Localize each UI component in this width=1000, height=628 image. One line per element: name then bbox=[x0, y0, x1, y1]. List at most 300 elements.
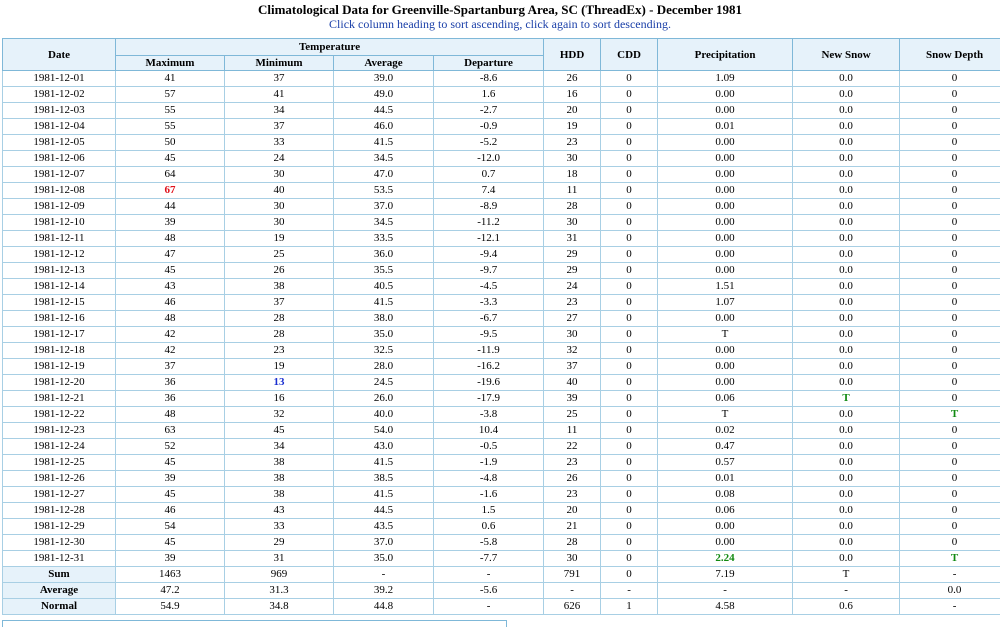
precipitation-cell: 0.00 bbox=[658, 183, 793, 199]
new-snow-cell: 0.0 bbox=[793, 247, 900, 263]
hdd-cell: 20 bbox=[544, 503, 601, 519]
max-cell: 52 bbox=[116, 439, 225, 455]
maximum-column-header[interactable]: Maximum bbox=[116, 56, 225, 71]
precipitation-cell: 0.00 bbox=[658, 167, 793, 183]
hdd-cell: 24 bbox=[544, 279, 601, 295]
summary-snow-depth-cell: - bbox=[900, 567, 1000, 583]
min-cell: 38 bbox=[225, 455, 334, 471]
average-cell: 40.0 bbox=[334, 407, 434, 423]
hdd-cell: 16 bbox=[544, 87, 601, 103]
new-snow-cell: 0.0 bbox=[793, 87, 900, 103]
average-cell: 35.0 bbox=[334, 327, 434, 343]
new-snow-cell: 0.0 bbox=[793, 439, 900, 455]
departure-cell: -12.1 bbox=[434, 231, 544, 247]
average-cell: 41.5 bbox=[334, 135, 434, 151]
departure-cell: 0.6 bbox=[434, 519, 544, 535]
cdd-cell: 0 bbox=[601, 263, 658, 279]
cdd-cell: 0 bbox=[601, 247, 658, 263]
snow-depth-cell: 0 bbox=[900, 439, 1000, 455]
table-row bbox=[3, 327, 1000, 343]
table-row bbox=[3, 423, 1000, 439]
summary-precipitation-cell: 4.58 bbox=[658, 599, 793, 615]
departure-cell: 1.5 bbox=[434, 503, 544, 519]
departure-cell: -8.9 bbox=[434, 199, 544, 215]
max-cell: 37 bbox=[116, 359, 225, 375]
date-cell: 1981-12-05 bbox=[3, 135, 116, 151]
new-snow-cell: 0.0 bbox=[793, 199, 900, 215]
snow-depth-cell: 0 bbox=[900, 215, 1000, 231]
precipitation-cell: 0.00 bbox=[658, 215, 793, 231]
snow-depth-cell: 0 bbox=[900, 391, 1000, 407]
new-snow-cell: 0.0 bbox=[793, 375, 900, 391]
average-cell: 54.0 bbox=[334, 423, 434, 439]
hdd-column-header[interactable]: HDD bbox=[544, 39, 601, 71]
min-cell: 32 bbox=[225, 407, 334, 423]
hdd-cell: 28 bbox=[544, 535, 601, 551]
min-cell: 19 bbox=[225, 231, 334, 247]
precipitation-cell: T bbox=[658, 327, 793, 343]
snow-depth-cell: 0 bbox=[900, 87, 1000, 103]
summary-average-cell: 44.8 bbox=[334, 599, 434, 615]
table-row bbox=[3, 359, 1000, 375]
min-cell: 19 bbox=[225, 359, 334, 375]
table-row bbox=[3, 471, 1000, 487]
hdd-cell: 40 bbox=[544, 375, 601, 391]
temperature-group-header: Temperature bbox=[116, 39, 544, 56]
average-cell: 34.5 bbox=[334, 151, 434, 167]
cdd-cell: 0 bbox=[601, 167, 658, 183]
min-cell: 33 bbox=[225, 135, 334, 151]
cdd-cell: 0 bbox=[601, 407, 658, 423]
summary-cdd-cell: - bbox=[601, 583, 658, 599]
min-cell: 23 bbox=[225, 343, 334, 359]
average-cell: 24.5 bbox=[334, 375, 434, 391]
precipitation-cell: 0.02 bbox=[658, 423, 793, 439]
table-row bbox=[3, 151, 1000, 167]
average-cell: 43.5 bbox=[334, 519, 434, 535]
min-cell: 43 bbox=[225, 503, 334, 519]
min-cell: 29 bbox=[225, 535, 334, 551]
summary-hdd-cell: 626 bbox=[544, 599, 601, 615]
summary-min-cell: 31.3 bbox=[225, 583, 334, 599]
summary-departure-cell: - bbox=[434, 599, 544, 615]
min-cell: 33 bbox=[225, 519, 334, 535]
hdd-cell: 29 bbox=[544, 263, 601, 279]
new-snow-cell: 0.0 bbox=[793, 279, 900, 295]
new-snow-cell: 0.0 bbox=[793, 535, 900, 551]
min-cell: 40 bbox=[225, 183, 334, 199]
snow-depth-cell: 0 bbox=[900, 135, 1000, 151]
average-cell: 35.5 bbox=[334, 263, 434, 279]
cdd-cell: 0 bbox=[601, 327, 658, 343]
hdd-cell: 11 bbox=[544, 423, 601, 439]
max-cell: 48 bbox=[116, 407, 225, 423]
departure-cell: -12.0 bbox=[434, 151, 544, 167]
departure-cell: 0.7 bbox=[434, 167, 544, 183]
hdd-cell: 31 bbox=[544, 231, 601, 247]
date-cell: 1981-12-09 bbox=[3, 199, 116, 215]
departure-column-header[interactable]: Departure bbox=[434, 56, 544, 71]
average-cell: 32.5 bbox=[334, 343, 434, 359]
summary-label: Normal bbox=[3, 599, 116, 615]
summary-min-cell: 969 bbox=[225, 567, 334, 583]
min-cell: 30 bbox=[225, 167, 334, 183]
departure-cell: 10.4 bbox=[434, 423, 544, 439]
average-cell: 46.0 bbox=[334, 119, 434, 135]
hdd-cell: 20 bbox=[544, 103, 601, 119]
snow-depth-cell: 0 bbox=[900, 279, 1000, 295]
hdd-cell: 18 bbox=[544, 167, 601, 183]
summary-departure-cell: - bbox=[434, 567, 544, 583]
precipitation-cell: 2.24 bbox=[658, 551, 793, 567]
average-cell: 44.5 bbox=[334, 103, 434, 119]
table-row bbox=[3, 263, 1000, 279]
average-cell: 38.5 bbox=[334, 471, 434, 487]
precipitation-cell: 0.06 bbox=[658, 391, 793, 407]
precipitation-cell: 0.00 bbox=[658, 231, 793, 247]
date-cell: 1981-12-17 bbox=[3, 327, 116, 343]
snow-depth-cell: 0 bbox=[900, 535, 1000, 551]
max-cell: 45 bbox=[116, 263, 225, 279]
table-row bbox=[3, 71, 1000, 87]
new-snow-column-header[interactable]: New Snow bbox=[793, 39, 900, 71]
hdd-cell: 11 bbox=[544, 183, 601, 199]
snow-depth-cell: 0 bbox=[900, 295, 1000, 311]
new-snow-cell: 0.0 bbox=[793, 311, 900, 327]
hdd-cell: 25 bbox=[544, 407, 601, 423]
precipitation-cell: 0.00 bbox=[658, 311, 793, 327]
cdd-cell: 0 bbox=[601, 295, 658, 311]
snow-depth-cell: 0 bbox=[900, 423, 1000, 439]
date-cell: 1981-12-07 bbox=[3, 167, 116, 183]
cdd-cell: 0 bbox=[601, 455, 658, 471]
date-cell: 1981-12-16 bbox=[3, 311, 116, 327]
min-cell: 30 bbox=[225, 199, 334, 215]
precipitation-cell: 0.00 bbox=[658, 199, 793, 215]
new-snow-cell: 0.0 bbox=[793, 503, 900, 519]
cdd-cell: 0 bbox=[601, 87, 658, 103]
summary-precipitation-cell: - bbox=[658, 583, 793, 599]
cdd-cell: 0 bbox=[601, 471, 658, 487]
max-cell: 48 bbox=[116, 231, 225, 247]
average-column-header[interactable]: Average bbox=[334, 56, 434, 71]
table-row bbox=[3, 87, 1000, 103]
snow-depth-cell: 0 bbox=[900, 151, 1000, 167]
snow-depth-cell: T bbox=[900, 407, 1000, 423]
cdd-cell: 0 bbox=[601, 551, 658, 567]
departure-cell: -3.3 bbox=[434, 295, 544, 311]
departure-cell: -0.9 bbox=[434, 119, 544, 135]
summary-hdd-cell: 791 bbox=[544, 567, 601, 583]
new-snow-cell: 0.0 bbox=[793, 71, 900, 87]
new-snow-cell: 0.0 bbox=[793, 183, 900, 199]
new-snow-cell: 0.0 bbox=[793, 487, 900, 503]
max-cell: 39 bbox=[116, 471, 225, 487]
min-cell: 30 bbox=[225, 215, 334, 231]
date-cell: 1981-12-25 bbox=[3, 455, 116, 471]
summary-new-snow-cell: 0.6 bbox=[793, 599, 900, 615]
max-cell: 54 bbox=[116, 519, 225, 535]
departure-cell: -4.8 bbox=[434, 471, 544, 487]
new-snow-cell: 0.0 bbox=[793, 551, 900, 567]
snow-depth-cell: 0 bbox=[900, 231, 1000, 247]
max-cell: 48 bbox=[116, 311, 225, 327]
snow-depth-cell: 0 bbox=[900, 247, 1000, 263]
cdd-cell: 0 bbox=[601, 503, 658, 519]
hdd-cell: 23 bbox=[544, 295, 601, 311]
date-cell: 1981-12-28 bbox=[3, 503, 116, 519]
new-snow-cell: 0.0 bbox=[793, 231, 900, 247]
date-cell: 1981-12-22 bbox=[3, 407, 116, 423]
new-snow-cell: 0.0 bbox=[793, 151, 900, 167]
min-cell: 13 bbox=[225, 375, 334, 391]
departure-cell: -17.9 bbox=[434, 391, 544, 407]
summary-precipitation-cell: 7.19 bbox=[658, 567, 793, 583]
table-row bbox=[3, 503, 1000, 519]
precipitation-cell: 0.00 bbox=[658, 343, 793, 359]
max-cell: 44 bbox=[116, 199, 225, 215]
departure-cell: -1.9 bbox=[434, 455, 544, 471]
summary-snow-depth-cell: 0.0 bbox=[900, 583, 1000, 599]
max-cell: 64 bbox=[116, 167, 225, 183]
departure-cell: -3.8 bbox=[434, 407, 544, 423]
new-snow-cell: 0.0 bbox=[793, 295, 900, 311]
precipitation-cell: 0.01 bbox=[658, 471, 793, 487]
date-cell: 1981-12-10 bbox=[3, 215, 116, 231]
cdd-cell: 0 bbox=[601, 119, 658, 135]
min-cell: 26 bbox=[225, 263, 334, 279]
snow-depth-cell: 0 bbox=[900, 471, 1000, 487]
cdd-cell: 0 bbox=[601, 311, 658, 327]
average-cell: 39.0 bbox=[334, 71, 434, 87]
date-cell: 1981-12-15 bbox=[3, 295, 116, 311]
date-cell: 1981-12-27 bbox=[3, 487, 116, 503]
summary-snow-depth-cell: - bbox=[900, 599, 1000, 615]
table-row bbox=[3, 247, 1000, 263]
max-cell: 45 bbox=[116, 455, 225, 471]
hdd-cell: 28 bbox=[544, 199, 601, 215]
max-cell: 46 bbox=[116, 295, 225, 311]
max-cell: 67 bbox=[116, 183, 225, 199]
hdd-cell: 30 bbox=[544, 151, 601, 167]
precipitation-cell: 0.00 bbox=[658, 359, 793, 375]
precipitation-cell: 0.00 bbox=[658, 375, 793, 391]
max-cell: 42 bbox=[116, 343, 225, 359]
new-snow-cell: 0.0 bbox=[793, 263, 900, 279]
hdd-cell: 30 bbox=[544, 327, 601, 343]
table-row bbox=[3, 119, 1000, 135]
climate-data-table bbox=[2, 38, 1000, 615]
average-cell: 41.5 bbox=[334, 295, 434, 311]
summary-label: Average bbox=[3, 583, 116, 599]
sort-instructions: Click column heading to sort ascending, click again to sort descending. bbox=[0, 17, 1000, 31]
max-cell: 45 bbox=[116, 535, 225, 551]
hdd-cell: 39 bbox=[544, 391, 601, 407]
departure-cell: -2.7 bbox=[434, 103, 544, 119]
new-snow-cell: 0.0 bbox=[793, 471, 900, 487]
min-cell: 28 bbox=[225, 327, 334, 343]
hdd-cell: 22 bbox=[544, 439, 601, 455]
precipitation-cell: 0.06 bbox=[658, 503, 793, 519]
table-row bbox=[3, 183, 1000, 199]
table-row bbox=[3, 535, 1000, 551]
min-cell: 16 bbox=[225, 391, 334, 407]
date-cell: 1981-12-18 bbox=[3, 343, 116, 359]
date-cell: 1981-12-30 bbox=[3, 535, 116, 551]
date-cell: 1981-12-14 bbox=[3, 279, 116, 295]
precipitation-cell: 0.00 bbox=[658, 247, 793, 263]
snow-depth-cell: 0 bbox=[900, 503, 1000, 519]
min-cell: 41 bbox=[225, 87, 334, 103]
precipitation-cell: 0.57 bbox=[658, 455, 793, 471]
departure-cell: -11.9 bbox=[434, 343, 544, 359]
precipitation-cell: 1.51 bbox=[658, 279, 793, 295]
min-cell: 31 bbox=[225, 551, 334, 567]
max-cell: 50 bbox=[116, 135, 225, 151]
date-cell: 1981-12-13 bbox=[3, 263, 116, 279]
new-snow-cell: 0.0 bbox=[793, 135, 900, 151]
hdd-cell: 19 bbox=[544, 119, 601, 135]
departure-cell: -9.4 bbox=[434, 247, 544, 263]
table-row bbox=[3, 231, 1000, 247]
max-cell: 43 bbox=[116, 279, 225, 295]
table-row bbox=[3, 487, 1000, 503]
cdd-cell: 0 bbox=[601, 151, 658, 167]
departure-cell: 1.6 bbox=[434, 87, 544, 103]
table-row bbox=[3, 375, 1000, 391]
precipitation-cell: T bbox=[658, 407, 793, 423]
precipitation-cell: 0.47 bbox=[658, 439, 793, 455]
date-cell: 1981-12-03 bbox=[3, 103, 116, 119]
new-snow-cell: 0.0 bbox=[793, 407, 900, 423]
cdd-cell: 0 bbox=[601, 375, 658, 391]
summary-max-cell: 54.9 bbox=[116, 599, 225, 615]
precipitation-cell: 0.01 bbox=[658, 119, 793, 135]
cdd-column-header[interactable]: CDD bbox=[601, 39, 658, 71]
summary-max-cell: 47.2 bbox=[116, 583, 225, 599]
new-snow-cell: 0.0 bbox=[793, 359, 900, 375]
min-cell: 45 bbox=[225, 423, 334, 439]
average-cell: 36.0 bbox=[334, 247, 434, 263]
new-snow-cell: 0.0 bbox=[793, 103, 900, 119]
date-cell: 1981-12-06 bbox=[3, 151, 116, 167]
table-row bbox=[3, 199, 1000, 215]
hdd-cell: 29 bbox=[544, 247, 601, 263]
average-cell: 35.0 bbox=[334, 551, 434, 567]
cdd-cell: 0 bbox=[601, 391, 658, 407]
precipitation-cell: 0.00 bbox=[658, 135, 793, 151]
hdd-cell: 32 bbox=[544, 343, 601, 359]
cdd-cell: 0 bbox=[601, 519, 658, 535]
hdd-cell: 23 bbox=[544, 135, 601, 151]
precipitation-cell: 0.00 bbox=[658, 103, 793, 119]
min-cell: 34 bbox=[225, 103, 334, 119]
precipitation-cell: 0.00 bbox=[658, 535, 793, 551]
departure-cell: 7.4 bbox=[434, 183, 544, 199]
snow-depth-cell: 0 bbox=[900, 455, 1000, 471]
hdd-cell: 30 bbox=[544, 551, 601, 567]
precipitation-cell: 1.07 bbox=[658, 295, 793, 311]
min-cell: 37 bbox=[225, 119, 334, 135]
departure-cell: -9.7 bbox=[434, 263, 544, 279]
table-row bbox=[3, 519, 1000, 535]
new-snow-cell: 0.0 bbox=[793, 167, 900, 183]
snow-depth-cell: 0 bbox=[900, 327, 1000, 343]
cdd-cell: 0 bbox=[601, 535, 658, 551]
date-column-header[interactable]: Date bbox=[3, 39, 116, 71]
snow-depth-cell: 0 bbox=[900, 359, 1000, 375]
snow-depth-column-header[interactable]: Snow Depth bbox=[900, 39, 1000, 71]
average-cell: 26.0 bbox=[334, 391, 434, 407]
precipitation-column-header[interactable]: Precipitation bbox=[658, 39, 793, 71]
average-cell: 47.0 bbox=[334, 167, 434, 183]
hdd-cell: 21 bbox=[544, 519, 601, 535]
average-cell: 38.0 bbox=[334, 311, 434, 327]
new-snow-cell: 0.0 bbox=[793, 343, 900, 359]
summary-min-cell: 34.8 bbox=[225, 599, 334, 615]
average-cell: 49.0 bbox=[334, 87, 434, 103]
average-cell: 37.0 bbox=[334, 199, 434, 215]
max-cell: 41 bbox=[116, 71, 225, 87]
departure-cell: -9.5 bbox=[434, 327, 544, 343]
average-cell: 33.5 bbox=[334, 231, 434, 247]
departure-cell: -6.7 bbox=[434, 311, 544, 327]
precipitation-cell: 0.00 bbox=[658, 263, 793, 279]
min-cell: 25 bbox=[225, 247, 334, 263]
summary-cdd-cell: 1 bbox=[601, 599, 658, 615]
new-snow-cell: 0.0 bbox=[793, 519, 900, 535]
table-row bbox=[3, 135, 1000, 151]
snow-depth-cell: 0 bbox=[900, 487, 1000, 503]
average-cell: 28.0 bbox=[334, 359, 434, 375]
precipitation-cell: 0.00 bbox=[658, 87, 793, 103]
date-cell: 1981-12-29 bbox=[3, 519, 116, 535]
snow-depth-cell: 0 bbox=[900, 519, 1000, 535]
average-cell: 40.5 bbox=[334, 279, 434, 295]
date-cell: 1981-12-02 bbox=[3, 87, 116, 103]
table-row bbox=[3, 167, 1000, 183]
date-cell: 1981-12-21 bbox=[3, 391, 116, 407]
average-cell: 37.0 bbox=[334, 535, 434, 551]
max-cell: 36 bbox=[116, 375, 225, 391]
table-row bbox=[3, 279, 1000, 295]
date-cell: 1981-12-26 bbox=[3, 471, 116, 487]
average-cell: 41.5 bbox=[334, 455, 434, 471]
average-cell: 43.0 bbox=[334, 439, 434, 455]
snow-depth-cell: 0 bbox=[900, 263, 1000, 279]
min-cell: 37 bbox=[225, 295, 334, 311]
average-cell: 34.5 bbox=[334, 215, 434, 231]
snow-depth-cell: 0 bbox=[900, 311, 1000, 327]
cdd-cell: 0 bbox=[601, 183, 658, 199]
departure-cell: -19.6 bbox=[434, 375, 544, 391]
departure-cell: -0.5 bbox=[434, 439, 544, 455]
table-body bbox=[3, 71, 1000, 615]
departure-cell: -11.2 bbox=[434, 215, 544, 231]
cdd-cell: 0 bbox=[601, 215, 658, 231]
date-cell: 1981-12-19 bbox=[3, 359, 116, 375]
date-cell: 1981-12-23 bbox=[3, 423, 116, 439]
max-cell: 55 bbox=[116, 103, 225, 119]
departure-cell: -7.7 bbox=[434, 551, 544, 567]
date-cell: 1981-12-20 bbox=[3, 375, 116, 391]
min-cell: 38 bbox=[225, 471, 334, 487]
new-snow-cell: 0.0 bbox=[793, 423, 900, 439]
departure-cell: -5.8 bbox=[434, 535, 544, 551]
new-snow-cell: 0.0 bbox=[793, 215, 900, 231]
snow-depth-cell: 0 bbox=[900, 183, 1000, 199]
minimum-column-header[interactable]: Minimum bbox=[225, 56, 334, 71]
